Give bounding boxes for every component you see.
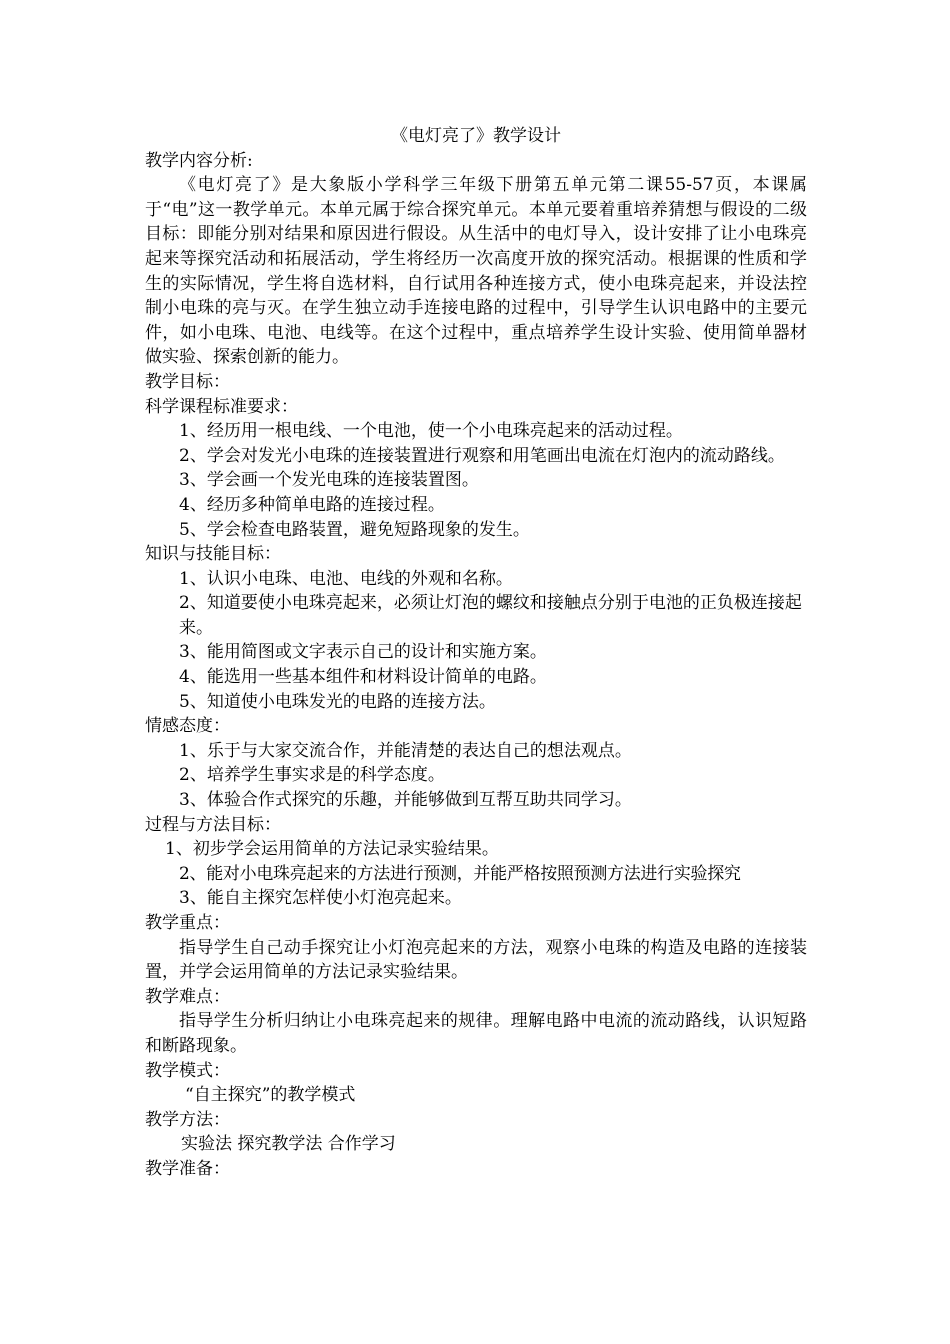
analysis-heading: 教学内容分析: — [145, 150, 253, 171]
document-title: 《电灯亮了》教学设计 — [391, 126, 561, 146]
knowledge-item-5: 5、知道使小电珠发光的电路的连接方法。 — [179, 691, 496, 712]
knowledge-item-2: 2、知道要使小电珠亮起来，必须让灯泡的螺纹和接触点分别于电池的正负极连接起来。 — [179, 593, 802, 638]
standard-item-5: 5、学会检查电路装置，避免短路现象的发生。 — [179, 519, 530, 540]
method-text: 实验法 探究教学法 合作学习 — [181, 1134, 396, 1155]
process-heading: 过程与方法目标： — [145, 814, 281, 835]
mode-heading: 教学模式： — [145, 1060, 230, 1081]
standard-item-1: 1、经历用一根电线、一个电池，使一个小电珠亮起来的活动过程。 — [179, 421, 683, 442]
emotion-heading: 情感态度： — [145, 716, 230, 737]
process-item-3: 3、能自主探究怎样使小灯泡亮起来。 — [179, 888, 462, 909]
standard-item-4: 4、经历多种简单电路的连接过程。 — [179, 494, 445, 515]
process-item-1: 1、初步学会运用简单的方法记录实验结果。 — [165, 839, 499, 860]
emotion-item-3: 3、体验合作式探究的乐趣，并能够做到互帮互助共同学习。 — [179, 790, 632, 811]
method-heading: 教学方法： — [145, 1109, 230, 1130]
emotion-item-1: 1、乐于与大家交流合作，并能清楚的表达自己的想法观点。 — [179, 740, 632, 761]
goals-heading: 教学目标： — [145, 371, 230, 392]
document-page — [145, 124, 807, 1182]
process-item-2: 2、能对小电珠亮起来的方法进行预测，并能严格按照预测方法进行实验探究 — [179, 863, 741, 884]
standard-heading: 科学课程标准要求： — [145, 396, 298, 417]
knowledge-item-4: 4、能选用一些基本组件和材料设计简单的电路。 — [179, 667, 547, 688]
difficulty-text: 指导学生分析归纳让小电珠亮起来的规律。理解电路中电流的流动路线，认识短路和断路现象。 — [145, 1011, 807, 1056]
knowledge-item-1: 1、认识小电珠、电池、电线的外观和名称。 — [179, 568, 513, 589]
knowledge-heading: 知识与技能目标： — [145, 544, 281, 565]
mode-text: “自主探究”的教学模式 — [185, 1085, 356, 1106]
difficulty-heading: 教学难点： — [145, 986, 230, 1007]
standard-item-3: 3、学会画一个发光电珠的连接装置图。 — [179, 470, 479, 491]
emotion-item-2: 2、培养学生事实求是的科学态度。 — [179, 765, 445, 786]
prep-heading: 教学准备： — [145, 1158, 230, 1179]
key-point-heading: 教学重点： — [145, 913, 230, 933]
key-point-text: 指导学生自己动手探究让小灯泡亮起来的方法，观察小电珠的构造及电路的连接装置，并学会运用简单的方法记录实验结果。 — [145, 937, 807, 983]
knowledge-item-3: 3、能用简图或文字表示自己的设计和实施方案。 — [179, 642, 547, 663]
analysis-paragraph: 《电灯亮了》是大象版小学科学三年级下册第五单元第二课55-57页，本课属于“电”这一教学单元。本单元属于综合探究单元。本单元要着重培养猜想与假设的二级目标：即能分别对结果和原因进行假设。从生活中的电灯导入，设计安排了让小电珠亮起来等探究活动和拓展活动，学生将经历一次高度开放的探究活动。根据课的性质和学生的实际情况，学生将自选材料，自行试用各种连接方式，使小电珠亮起来，并设法控制小电珠的亮与灭。在学生独立动手连接电路的过程中，引导学生认识电路中的主要元件，如小电珠、电池、电线等。在这个过程中，重点培养学生设计实验、使用简单器材做实验、探索创新的能力。 — [145, 175, 807, 368]
standard-item-2: 2、学会对发光小电珠的连接装置进行观察和用笔画出电流在灯泡内的流动路线。 — [179, 445, 785, 466]
